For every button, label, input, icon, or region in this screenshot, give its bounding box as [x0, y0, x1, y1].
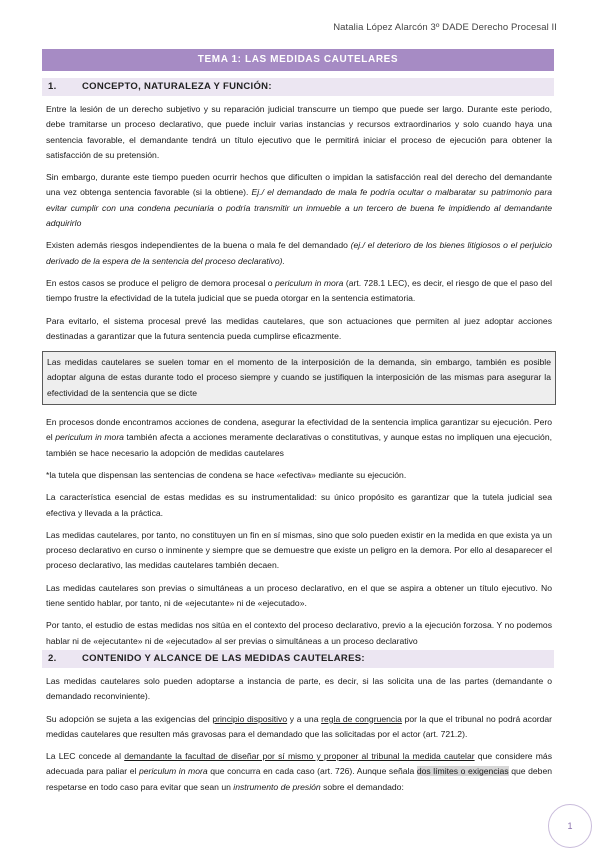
underlined-term: principio dispositivo	[212, 713, 288, 724]
text-run: que deben respetarse en todo caso para evitar que sean un	[46, 766, 553, 792]
paragraph: Las medidas cautelares, por tanto, no constituyen un fin en sí mismas, sino que solo pueden existir en la medida en que exista ya un proceso declarativo en curso o inminente y siempre que se demuestre que existe un peligro en la demora. Por ello al desaparecer el proceso declarativo, las medidas cautelares también decaen.	[46, 529, 552, 571]
text-run: por la que el tribunal no podrá acordar medidas cautelares que resulten más gravosas para el demandado que las solicitadas por el actor (art. 721.2).	[46, 713, 553, 739]
text-run: (art. 728.1 LEC), es decir, el riesgo de que el paso del tiempo frustre la efectividad de la tutela judicial que se pueda otorgar en la sentencia estimatoria.	[46, 277, 552, 304]
italic-term: instrumento de presión	[233, 781, 321, 792]
text-run: Existen además riesgos independientes de la buena o mala fe del demandado	[46, 240, 351, 251]
text-run: que concurra en cada caso (art. 726). Aunque señala	[207, 766, 417, 777]
section-title: CONCEPTO, NATURALEZA Y FUNCIÓN:	[82, 81, 272, 92]
latin-term: periculum in mora	[138, 766, 208, 777]
underlined-term: regla de congruencia	[321, 713, 402, 724]
paragraph: La característica esencial de estas medidas es su instrumentalidad: su único propósito es garantizar que la tutela judicial sea efectiva y llevada a la práctica.	[46, 492, 552, 518]
section-2-body	[46, 674, 552, 802]
paragraph: Para evitarlo, el sistema procesal prevé las medidas cautelares, que son actuaciones que permiten al juez adoptar acciones destinadas a garantizar que la futura sentencia pueda cumplirse eficazmente.	[46, 315, 552, 341]
paragraph	[46, 749, 552, 795]
paragraph: Las medidas cautelares solo pueden adoptarse a instancia de parte, es decir, si las solicita una de las partes (demandante o demandado reconviniente).	[46, 676, 552, 702]
section-heading-2	[42, 650, 554, 668]
section-heading-1	[42, 78, 554, 96]
section-number: 2.	[48, 653, 57, 664]
paragraph	[46, 276, 552, 307]
text-run: sobre el demandado:	[320, 781, 404, 792]
text-run: también afecta a acciones meramente declarativas o constitutivas, y aunque estas no impliquen una ejecución, también se hace necesario la adopción de medidas cautelares	[46, 432, 553, 458]
example-text: (ej./ el deterioro de los bienes litigiosos o el perjuicio derivado de la espera de la sentencia del proceso declarativo).	[46, 240, 552, 266]
paragraph	[46, 238, 552, 269]
latin-term: periculum in mora	[55, 432, 124, 443]
text-run: La LEC concede al	[46, 751, 125, 762]
text-run: que considere más adecuada para paliar el	[46, 751, 553, 777]
highlighted-term: dos límites o exigencias	[416, 766, 509, 777]
paragraph: Las medidas cautelares son previas o simultáneas a un proceso declarativo, en el que se aspira a obtener un título ejecutivo. No tiene sentido hablar, por tanto, ni de «ejecutante» ni de «ejecutado».	[46, 582, 552, 609]
underlined-term: demandante la facultad de diseñar por sí mismo y proponer al tribunal la medida cautelar	[124, 751, 475, 762]
paragraph	[46, 170, 552, 231]
section-title: CONTENIDO Y ALCANCE DE LAS MEDIDAS CAUTELARES:	[82, 653, 365, 664]
text-run: En procesos donde encontramos acciones de condena, asegurar la efectividad de la sentencia implica garantizar su ejecución. Pero el	[46, 417, 552, 443]
latin-term: periculum in mora	[275, 277, 344, 288]
paragraph: Por tanto, el estudio de estas medidas nos sitúa en el contexto del proceso declarativo, previo a la ejecución forzosa. Y no podemos hablar ni de «ejecutante» ni de «ejecutado» al ser previas o simultáneas a un proceso declarativo	[46, 620, 552, 646]
chapter-title: TEMA 1: LAS MEDIDAS CAUTELARES	[42, 49, 554, 71]
section-1-body	[46, 102, 552, 656]
running-header: Natalia López Alarcón 3º DADE Derecho Procesal II	[333, 22, 557, 33]
text-run: En estos casos se produce el peligro de demora procesal o	[46, 277, 276, 288]
text-run: y a una	[287, 713, 322, 724]
section-number: 1.	[48, 81, 57, 92]
paragraph: Entre la lesión de un derecho subjetivo y su reparación judicial transcurre un tiempo que puede ser largo. Durante este periodo, debe tramitarse un proceso declarativo, que puede incluir varias instancias y recursos extraordinarios y solo cuando haya una sentencia favorable, el demandante tendrá un título ejecutivo que le permitirá iniciar el proceso de ejecución para obtener la satisfacción de su pretensión.	[46, 104, 552, 160]
text-run: Sin embargo, durante este tiempo pueden ocurrir hechos que dificulten o impidan la satisfacción real del derecho del demandante una vez obtenga sentencia favorable (si la obtiene).	[46, 172, 552, 198]
example-text: Ej./ el demandado de mala fe podría ocultar o malbaratar su patrimonio para evitar cumplir con una condena pecuniaria o podría transmitir un inmueble a un tercero de buena fe impidiendo al demandante adquirirlo	[46, 187, 552, 229]
paragraph	[46, 712, 552, 743]
note: *la tutela que dispensan las sentencias de condena se hace «efectiva» mediante su ejecución.	[46, 469, 407, 480]
page-number: 1	[548, 804, 592, 848]
highlight-box: Las medidas cautelares se suelen tomar en el momento de la interposición de la demanda, sin embargo, también es posible adoptar alguna de estas durante todo el proceso siempre y cuando se justifiquen la interposición de las mismas para asegurar la efectividad de la sentencia que se dicte	[42, 351, 556, 405]
text-run: Su adopción se sujeta a las exigencias del	[46, 713, 213, 724]
paragraph	[46, 415, 552, 461]
